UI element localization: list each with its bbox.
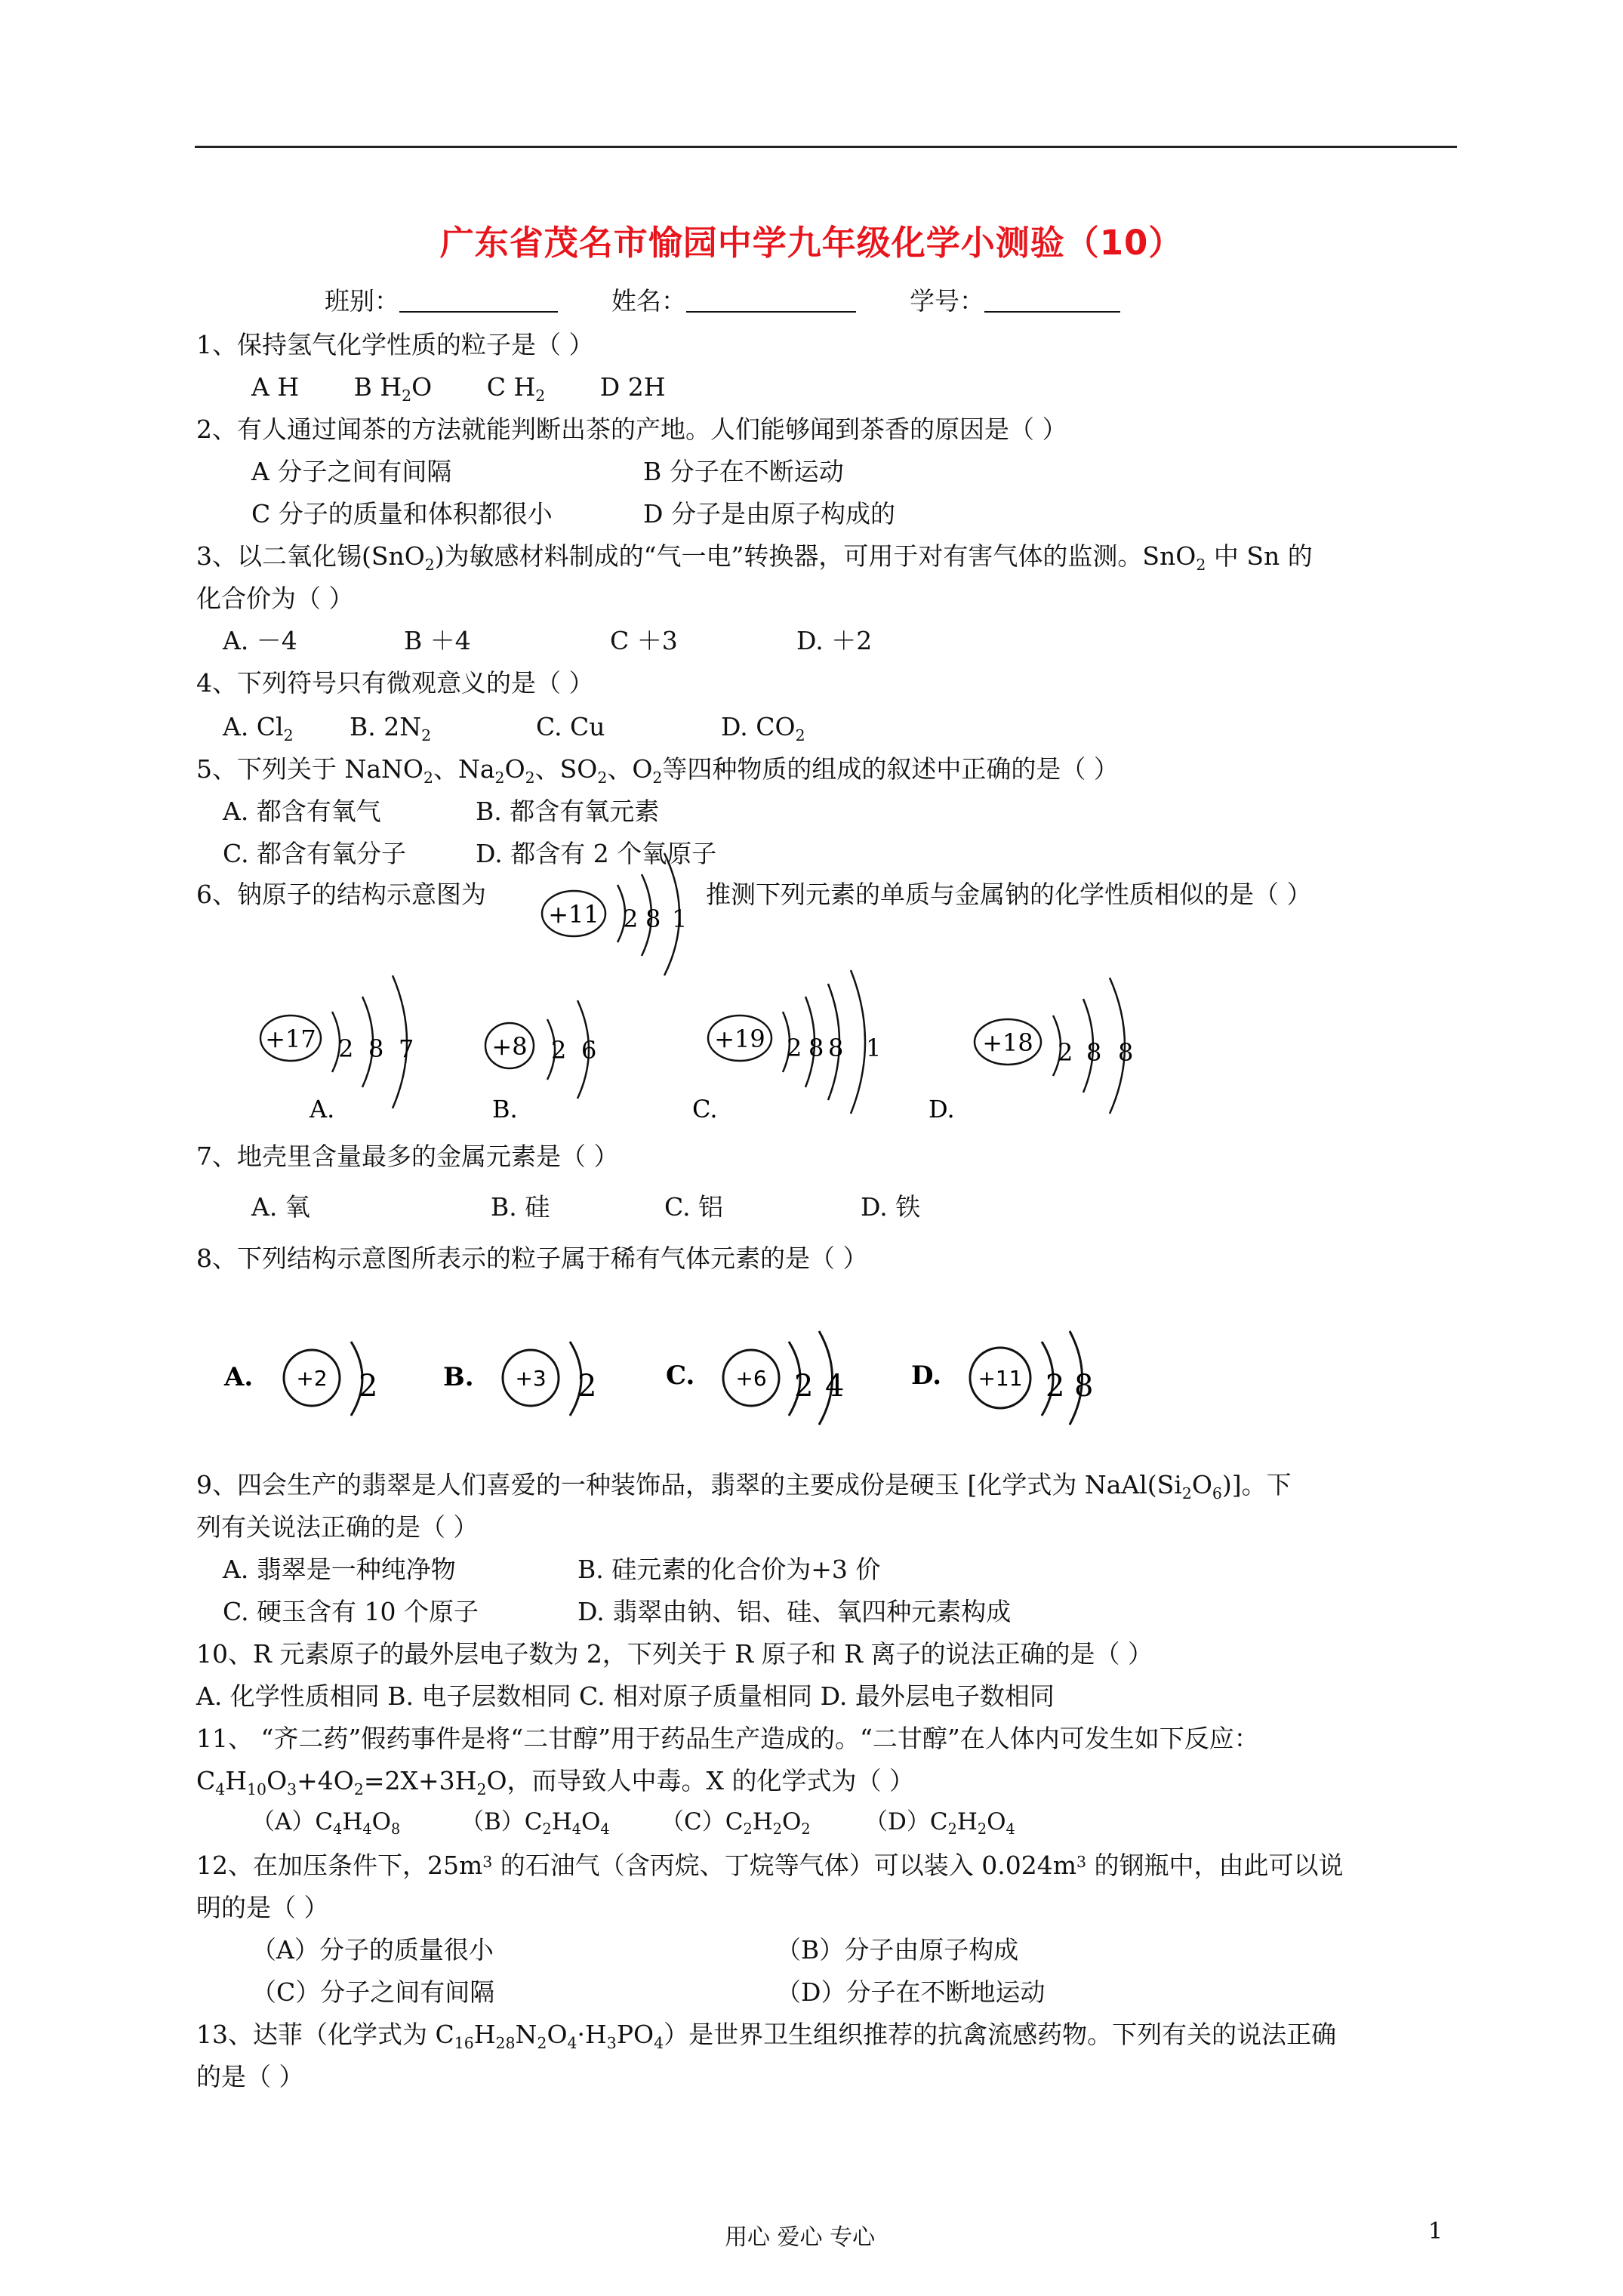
q6-option-c-diagram[interactable] <box>683 963 895 1133</box>
electron-count: 8 <box>645 905 661 933</box>
q1-option-d[interactable]: D 2H <box>599 372 666 402</box>
q12-stem-line1: 12、在加压条件下，$25m^3$ 的石油气（含丙烷、丁烷等气体）可以装入 $0.024m^3$ 的钢瓶中，由此可以说 <box>196 1851 1344 1880</box>
footer-motto: 用心 爱心 专心 <box>725 2224 876 2251</box>
q5-option-b[interactable]: B. 都含有氧元素 <box>476 797 660 826</box>
q4-option-a[interactable]: A. Cl2 <box>223 712 294 744</box>
q8-option-b-diagram[interactable] <box>442 1333 615 1431</box>
q2-stem: 2、有人通过闻茶的方法就能判断出茶的产地。人们能够闻到茶香的原因是（ ） <box>196 415 1067 444</box>
electron-count: 2 <box>623 905 639 933</box>
q9-stem-line2: 列有关说法正确的是（ ） <box>196 1512 479 1542</box>
q7-option-c[interactable]: C. 铝 <box>664 1192 724 1222</box>
nucleus-charge: +18 <box>982 1028 1033 1057</box>
id-label: 学号： <box>910 286 984 316</box>
q1-option-c[interactable]: C H2 <box>486 372 546 405</box>
q5-option-c[interactable]: C. 都含有氧分子 <box>223 839 407 868</box>
q11-option-c[interactable]: （C）C2H2O2 <box>661 1808 811 1838</box>
q8-stem: 8、下列结构示意图所表示的粒子属于稀有气体元素的是（ ） <box>196 1244 868 1273</box>
electron-count: 2 <box>787 1034 802 1062</box>
option-label: C. <box>666 1361 695 1391</box>
option-label: D. <box>929 1095 955 1123</box>
q5-stem: 5、下列关于 NaNO2、Na2O2、SO2、O2等四种物质的组成的叙述中正确的是（ ） <box>196 754 1119 787</box>
nucleus-charge: +8 <box>491 1032 528 1061</box>
q6-stem-right: 推测下列元素的单质与金属钠的化学性质相似的是（ ） <box>706 880 1312 909</box>
electron-count: 8 <box>368 1034 384 1063</box>
q5-option-d[interactable]: D. 都含有 2 个氧原子 <box>476 839 717 868</box>
q10-options[interactable]: A. 化学性质相同 B. 电子层数相同 C. 相对原子质量相同 D. 最外层电子数相同 <box>196 1681 1055 1711</box>
page-number: 1 <box>1428 2218 1443 2245</box>
q1-option-a[interactable]: A H <box>251 372 300 402</box>
page-title: 广东省茂名市愉园中学九年级化学小测验（10） <box>439 223 1184 263</box>
q2-option-b[interactable]: B 分子在不断运动 <box>643 457 844 486</box>
electron-count: 8 <box>1118 1038 1134 1067</box>
nucleus-charge: +2 <box>296 1366 328 1391</box>
electron-count: 7 <box>399 1034 414 1063</box>
q6-option-b-diagram[interactable] <box>476 974 627 1133</box>
q7-option-a[interactable]: A. 氧 <box>251 1192 310 1222</box>
q9-stem-line1: 9、四会生产的翡翠是人们喜爱的一种装饰品，翡翠的主要成份是硬玉 [化学式为 NaAl(Si2O6)]。下 <box>196 1470 1292 1502</box>
q11-stem-line2: C4H10O3+4O2=2X+3H2O，而导致人中毒。X 的化学式为（ ） <box>196 1766 914 1798</box>
q7-stem: 7、地壳里含量最多的金属元素是（ ） <box>196 1142 619 1171</box>
option-label: A. <box>224 1362 254 1392</box>
q3-stem-line2: 化合价为（ ） <box>196 584 354 613</box>
header-rule <box>195 146 1457 148</box>
class-blank[interactable] <box>399 288 558 313</box>
q4-option-d[interactable]: D. CO2 <box>721 712 805 744</box>
q4-option-b[interactable]: B. 2N2 <box>350 712 432 744</box>
option-label: A. <box>310 1095 335 1123</box>
header-fields <box>325 286 1120 316</box>
shell-arc <box>851 970 865 1114</box>
option-label: B. <box>443 1362 474 1392</box>
nucleus-charge: +3 <box>515 1366 547 1391</box>
q6-option-d-diagram[interactable] <box>925 970 1151 1133</box>
q6-stem-left: 6、钠原子的结构示意图为 <box>196 880 486 909</box>
q11-stem-line1: 11、 “齐二药”假药事件是将“二甘醇”用于药品生产造成的。“二甘醇”在人体内可发生如下反应： <box>196 1724 1259 1753</box>
electron-count: 8 <box>828 1034 844 1062</box>
q3-option-b[interactable]: B ＋4 <box>404 626 471 655</box>
q2-option-c[interactable]: C 分子的质量和体积都很小 <box>251 499 553 529</box>
electron-count: 2 <box>577 1369 597 1404</box>
chemical-formula: C16H28N2O4·H3PO4 <box>435 2020 664 2052</box>
q12-stem-line2: 明的是（ ） <box>196 1893 329 1922</box>
name-label: 姓名： <box>611 286 686 316</box>
q4-option-c[interactable]: C. Cu <box>536 712 605 741</box>
class-label: 班别： <box>325 286 399 316</box>
electron-count: 8 <box>808 1034 824 1062</box>
q2-option-a[interactable]: A 分子之间有间隔 <box>251 457 452 486</box>
name-blank[interactable] <box>686 288 856 313</box>
q9-option-b[interactable]: B. 硅元素的化合价为+3 价 <box>577 1555 881 1584</box>
q11-option-a[interactable]: （A）C4H4O8 <box>251 1808 401 1838</box>
electron-count: 2 <box>1046 1369 1065 1404</box>
q9-option-a[interactable]: A. 翡翠是一种纯净物 <box>223 1555 456 1584</box>
electron-count: 8 <box>1086 1038 1102 1067</box>
q1-options <box>251 372 666 405</box>
electron-count: 1 <box>866 1034 882 1062</box>
q13-stem-line2: 的是（ ） <box>196 2062 304 2091</box>
electron-count: 1 <box>672 905 688 933</box>
q2-option-d[interactable]: D 分子是由原子构成的 <box>643 499 895 529</box>
electron-count: 8 <box>1074 1369 1094 1404</box>
q3-stem-line1: 3、以二氧化锡(SnO2)为敏感材料制成的“气一电”转换器，可用于对有害气体的监测。SnO2 中 Sn 的 <box>196 541 1313 574</box>
q5-option-a[interactable]: A. 都含有氧气 <box>223 797 381 826</box>
q11-option-d[interactable]: （D）C2H2O4 <box>864 1808 1015 1838</box>
nucleus-charge: +17 <box>265 1025 316 1053</box>
electron-count: 2 <box>338 1034 354 1063</box>
nucleus-charge: +11 <box>548 900 599 929</box>
q13-stem-line1: 13、达菲（化学式为 C16H28N2O4·H3PO4）是世界卫生组织推荐的抗禽流感药物。下列有关的说法正确 <box>196 2020 1337 2052</box>
id-blank[interactable] <box>984 288 1120 313</box>
q1-stem: 1、保持氢气化学性质的粒子是（ ） <box>196 330 594 359</box>
nucleus-charge: +6 <box>735 1366 767 1391</box>
electron-count: 2 <box>359 1369 378 1404</box>
q3-option-a[interactable]: A. －4 <box>223 626 297 655</box>
electron-count: 4 <box>825 1369 845 1404</box>
electron-count: 2 <box>794 1369 814 1404</box>
q12-option-b[interactable]: （B）分子由原子构成 <box>776 1935 1019 1965</box>
q8-option-d-diagram[interactable] <box>910 1325 1121 1431</box>
nucleus-charge: +11 <box>978 1366 1023 1391</box>
reaction-equation: C4H10O3+4O2=2X+3H2O <box>196 1766 507 1798</box>
q11-option-b[interactable]: （B）C2H4O4 <box>460 1808 610 1838</box>
electron-count: 2 <box>551 1036 567 1065</box>
option-label: D. <box>911 1361 942 1391</box>
option-label: C. <box>692 1095 718 1123</box>
q12-option-a[interactable]: （A）分子的质量很小 <box>251 1935 494 1965</box>
q9-option-c[interactable]: C. 硬玉含有 10 个原子 <box>223 1597 479 1626</box>
option-label: B. <box>492 1095 518 1123</box>
q9-option-d[interactable]: D. 翡翠由钠、铝、硅、氧四种元素构成 <box>577 1597 1012 1626</box>
electron-count: 2 <box>1058 1038 1073 1067</box>
electron-count: 6 <box>581 1036 597 1065</box>
q10-stem: 10、R 元素原子的最外层电子数为 2，下列关于 R 原子和 R 离子的说法正确的是（ ） <box>196 1639 1153 1669</box>
q1-option-b[interactable]: B H2O <box>353 372 433 405</box>
q12-option-d[interactable]: （D）分子在不断地运动 <box>776 1977 1046 2007</box>
q7-option-d[interactable]: D. 铁 <box>861 1192 921 1222</box>
q12-option-c[interactable]: （C）分子之间有间隔 <box>251 1977 495 2007</box>
nucleus-charge: +19 <box>714 1025 765 1053</box>
q8-option-a-diagram[interactable] <box>223 1333 396 1431</box>
q7-option-b[interactable]: B. 硅 <box>491 1192 550 1222</box>
q3-option-c[interactable]: C ＋3 <box>610 626 678 655</box>
q4-stem: 4、下列符号只有微观意义的是（ ） <box>196 668 594 698</box>
q3-option-d[interactable]: D. ＋2 <box>796 626 873 655</box>
q6-option-a-diagram[interactable] <box>242 966 438 1133</box>
q8-option-c-diagram[interactable] <box>664 1325 861 1431</box>
